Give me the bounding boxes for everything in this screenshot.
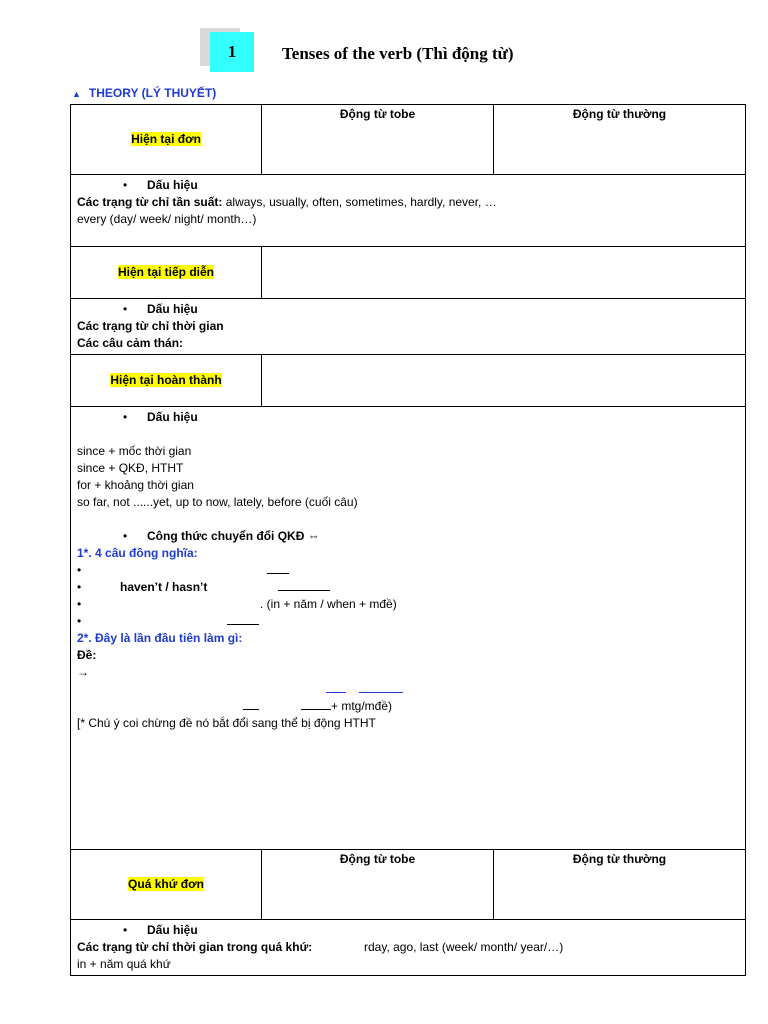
blank-line bbox=[359, 682, 403, 693]
present-perfect-signs-cell bbox=[71, 407, 746, 850]
blank-line bbox=[243, 699, 259, 710]
header-number: 1 bbox=[227, 42, 237, 61]
section-title-text: THEORY (LÝ THUYẾT) bbox=[88, 86, 217, 100]
mtg-line bbox=[77, 698, 739, 715]
past-simple-adverbs bbox=[77, 939, 739, 956]
first-time-heading: 2*. Đây là lần đầu tiên làm gì: bbox=[77, 631, 243, 645]
present-continuous-row bbox=[71, 247, 746, 299]
de-label: Đề: bbox=[77, 648, 97, 662]
in-year-text: . (in + năm / when + mđề) bbox=[260, 597, 397, 611]
present-perfect-content-cell bbox=[262, 355, 746, 407]
present-simple-adverbs-label: Các trạng từ chỉ tần suất: bbox=[77, 195, 223, 209]
present-simple-sign-heading: • Dấu hiệu bbox=[77, 177, 739, 194]
since-clause: since + QKĐ, HTHT bbox=[77, 461, 184, 475]
tobe-column-header: Động từ tobe bbox=[262, 105, 494, 175]
present-continuous-signs-cell bbox=[71, 299, 746, 355]
present-simple-signs-row bbox=[71, 175, 746, 247]
tenses-table bbox=[70, 104, 746, 976]
regular-verb-column-header: Động từ thường bbox=[494, 105, 746, 175]
past-simple-signs-cell bbox=[71, 920, 746, 976]
past-simple-adverbs-values: rday, ago, last (week/ month/ year/…) bbox=[364, 940, 564, 954]
present-simple-label-cell bbox=[71, 105, 262, 175]
present-continuous-label: Hiện tại tiếp diễn bbox=[117, 265, 214, 279]
blank-line bbox=[278, 580, 330, 591]
synonym-line-3: • . (in + năm / when + mđề) bbox=[77, 597, 397, 611]
page-title: Tenses of the verb (Thì động từ) bbox=[282, 44, 514, 63]
blank-line bbox=[326, 682, 346, 693]
blank-line bbox=[227, 614, 259, 625]
present-simple-adverbs-values: always, usually, often, sometimes, hardly, never, … bbox=[222, 195, 497, 209]
header-number-box bbox=[210, 32, 254, 72]
present-continuous-sign-heading: • Dấu hiệu bbox=[77, 301, 739, 318]
section-title bbox=[72, 86, 216, 100]
present-continuous-content-cell bbox=[262, 247, 746, 299]
past-tobe-column-header: Động từ tobe bbox=[262, 850, 494, 920]
present-simple-every: every (day/ week/ night/ month…) bbox=[77, 212, 257, 226]
past-simple-sign-heading: • Dấu hiệu bbox=[77, 922, 739, 939]
so-far-list: so far, not ......yet, up to now, lately, before (cuối câu) bbox=[77, 495, 358, 509]
present-simple-signs-cell bbox=[71, 175, 746, 247]
passive-note: [* Chú ý coi chừng đề nó bắt đổi sang thể bị động HTHT bbox=[77, 716, 376, 730]
past-simple-adverbs-label: Các trạng từ chỉ thời gian trong quá khứ: bbox=[77, 940, 313, 954]
for-duration: for + khoảng thời gian bbox=[77, 478, 194, 492]
conversion-formula-heading: • Công thức chuyển đổi QKĐ ⇔ bbox=[77, 528, 739, 545]
past-simple-label-cell bbox=[71, 850, 262, 920]
present-continuous-line1: Các trạng từ chỉ thời gian bbox=[77, 319, 224, 333]
synonym-line-2: • haven’t / hasn’t bbox=[77, 579, 739, 596]
present-perfect-row bbox=[71, 355, 746, 407]
present-simple-label: Hiện tại đơn bbox=[131, 132, 201, 146]
synonym-heading: 1*. 4 câu đồng nghĩa: bbox=[77, 546, 198, 560]
past-simple-label: Quá khứ đơn bbox=[128, 877, 204, 891]
synonym-line-4: • bbox=[77, 613, 739, 630]
present-perfect-signs-row bbox=[71, 407, 746, 850]
past-regular-verb-column-header: Động từ thường bbox=[494, 850, 746, 920]
present-simple-adverbs bbox=[77, 194, 739, 211]
present-perfect-sign-heading: • Dấu hiệu bbox=[77, 409, 739, 426]
present-perfect-label-cell bbox=[71, 355, 262, 407]
blank-line bbox=[301, 699, 331, 710]
blank-line bbox=[267, 563, 289, 574]
past-simple-in-year: in + năm quá khứ bbox=[77, 957, 171, 971]
mtg-text: + mtg/mđề) bbox=[331, 699, 393, 713]
present-simple-row bbox=[71, 105, 746, 175]
arrow-line: → bbox=[77, 665, 89, 679]
present-continuous-label-cell bbox=[71, 247, 262, 299]
since-milestone: since + mốc thời gian bbox=[77, 444, 192, 458]
past-simple-row bbox=[71, 850, 746, 920]
synonym-line-1: • bbox=[77, 562, 739, 579]
present-perfect-label: Hiện tại hoàn thành bbox=[110, 373, 222, 387]
havent-text: haven’t / hasn’t bbox=[120, 580, 208, 594]
blue-blank-line bbox=[77, 681, 739, 698]
triangle-bullet-icon: ▲ bbox=[72, 89, 81, 99]
present-continuous-signs-row bbox=[71, 299, 746, 355]
present-continuous-line2: Các câu cảm thán: bbox=[77, 336, 184, 350]
past-simple-signs-row bbox=[71, 920, 746, 976]
